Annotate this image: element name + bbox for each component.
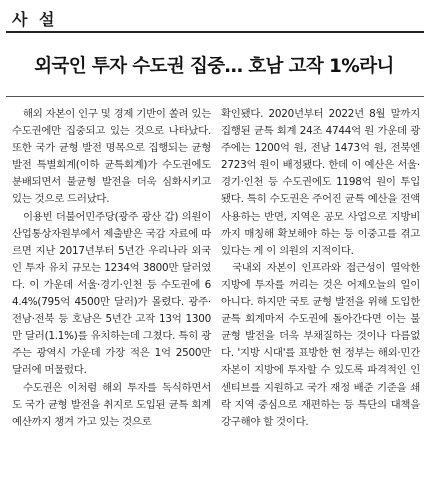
left-column (12, 106, 211, 431)
header-rule (6, 31, 424, 33)
paragraph: 국내외 자본이 인프라와 접근성이 열악한 지방에 투자를 꺼리는 것은 어제오늘의 일이 아니다. 하지만 국토 균형 발전을 위해 도입한 균특 회계마저 수도권에 돌아간다면 이는 불균형 발전을 더욱 부채질하는 것이나 다름없다. '지방 시대'를 표방한 현 정부는 해외·민간 자본이 지방에 투자할 수 있도록 파격적인 인센티브를 지원하고 국가 재정 배준 기준을 쇄락 지역 중심으로 재편하는 등 특단의 대책을 강구해야 할 것이다. (221, 261, 420, 428)
section-label: 사 설 (12, 10, 58, 29)
paragraph: 이용빈 더불어민주당(광주 광산 갑) 의원이 산업통상자원부에서 제출받은 국감 자료에 따르면 지난 2017년부터 5년간 우리나라 외국인 투자 유치 규모는 1234억 3800만 달러였다. 이 가운데 서울·경기·인천 등 수도권에 64.4%(795억 4500만 달러)가 몰렸다. 광주·전남·전북 등 호남은 5년간 고작 13억 1300만 달러(1.1%)를 유치하는데 그쳤다. 특히 광주는 광역시 가운데 가장 적은 1억 2500만 달러에 머물렀다. (12, 210, 211, 377)
right-column (221, 106, 420, 431)
headline-rule (6, 96, 424, 97)
paragraph: 해외 자본이 인구 및 경제 기반이 쏠려 있는 수도권에만 집중되고 있는 것으로 나타났다. 또한 국가 균형 발전 명목으로 집행되는 균형발전 특별회계(이하 균특회계)가 수도권에도 분배되면서 불균형 발전을 더욱 심화시키고 있는 것으로 드러났다. (12, 108, 211, 206)
headline: 외국인 투자 수도권 집중… 호남 고작 1%라니 (34, 56, 394, 77)
paragraph: 확인됐다. 2020년부터 2022년 8월 말까지 집행된 균특 회계 24조 4744억 원 가운데 광주에는 1200억 원, 전남 1473억 원, 전북엔 2723억 원이 배정됐다. 한데 이 예산은 서울·경기·인천 등 수도권에도 1198억 원이 투입됐다. 특히 수도권은 주어진 균특 예산을 전액 사용하는 반면, 지역은 공모 사업으로 지방비까지 매칭해 확보해야 하는 등 이중고를 겪고 있다는 게 이 의원의 지적이다. (221, 108, 420, 257)
paragraph: 수도권은 이처럼 해외 투자를 독식하면서도 국가 균형 발전을 취지로 도입된 균특 회계 예산까지 챙겨 가고 있는 것으로 (12, 381, 211, 428)
